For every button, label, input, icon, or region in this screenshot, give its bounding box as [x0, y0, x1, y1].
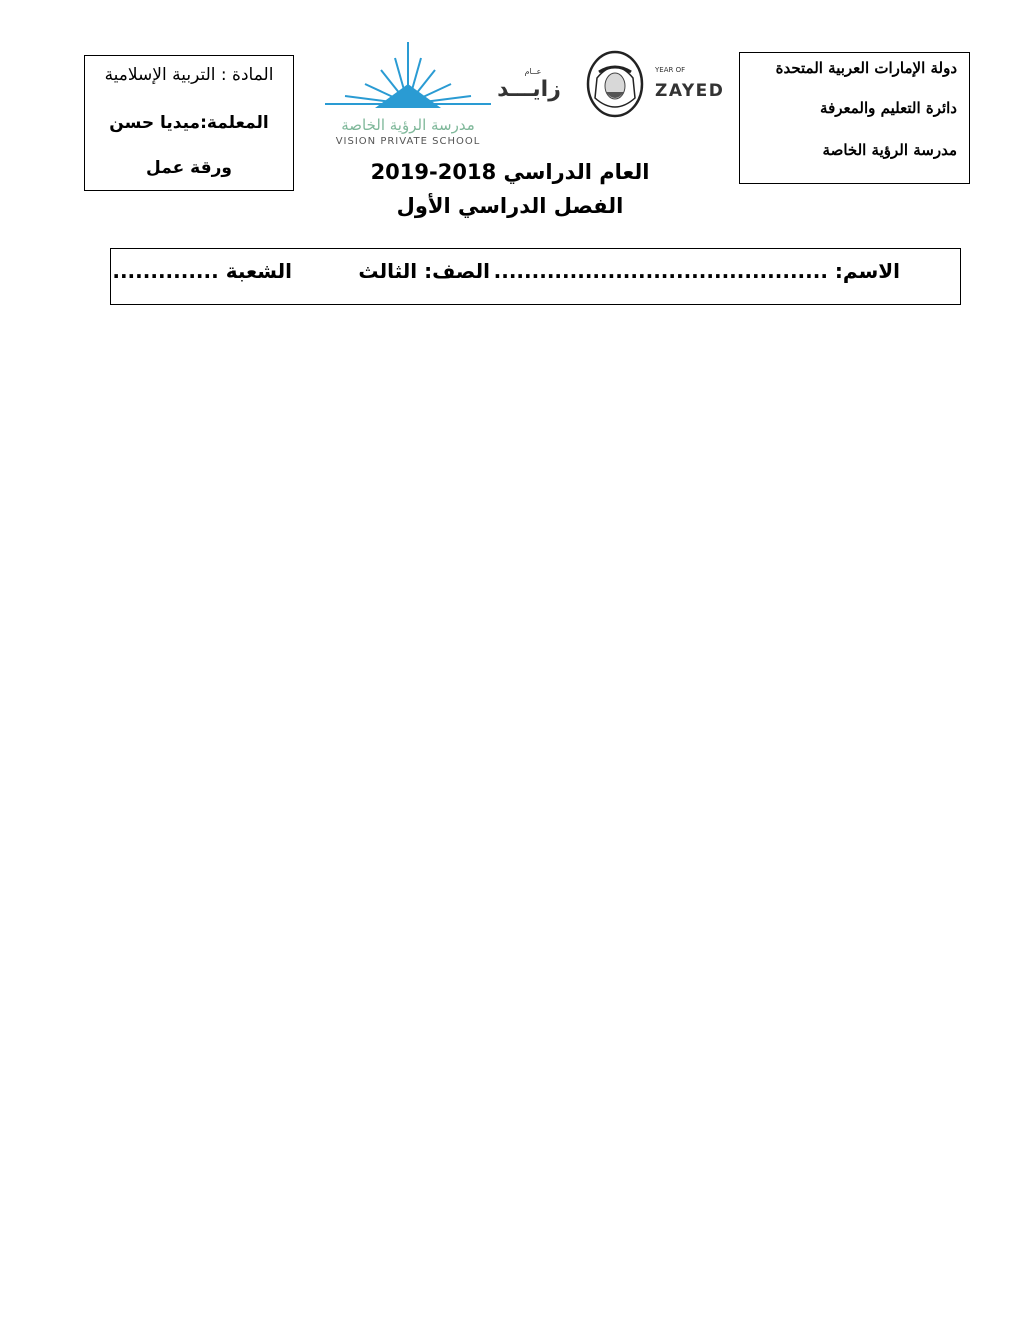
subject-label: المادة : التربية الإسلامية	[104, 65, 274, 85]
academic-year-title: العام الدراسي 2018-2019	[370, 160, 650, 184]
worksheet-label: ورقة عمل	[146, 158, 232, 178]
zayed-english: ZAYED	[655, 81, 725, 101]
zayed-arabic-small: عــام	[524, 67, 542, 76]
student-name-field[interactable]: الاسم: ............................................	[493, 259, 900, 283]
subject-box	[84, 55, 294, 191]
school-logo-english: VISION PRIVATE SCHOOL	[335, 136, 481, 147]
country-name: دولة الإمارات العربية المتحدة	[775, 59, 957, 77]
ministry-box	[739, 52, 970, 184]
term-title: الفصل الدراسي الأول	[396, 194, 624, 218]
zayed-arabic: زايـــد	[497, 77, 561, 102]
school-logo-arabic: مدرسة الرؤية الخاصة	[341, 116, 475, 134]
section-field[interactable]: الشعبة ..............	[112, 259, 292, 283]
student-info-box	[110, 248, 961, 305]
grade-field: الصف: الثالث	[358, 259, 490, 283]
zayed-year-of: YEAR OF	[655, 66, 686, 74]
department-name: دائرة التعليم والمعرفة	[820, 99, 957, 117]
school-name: مدرسة الرؤية الخاصة	[822, 141, 957, 159]
school-logo	[315, 40, 505, 150]
year-of-zayed-logo	[497, 48, 727, 120]
teacher-label: المعلمة:ميديا حسن	[109, 113, 269, 133]
zayed-portrait-icon	[588, 52, 642, 116]
